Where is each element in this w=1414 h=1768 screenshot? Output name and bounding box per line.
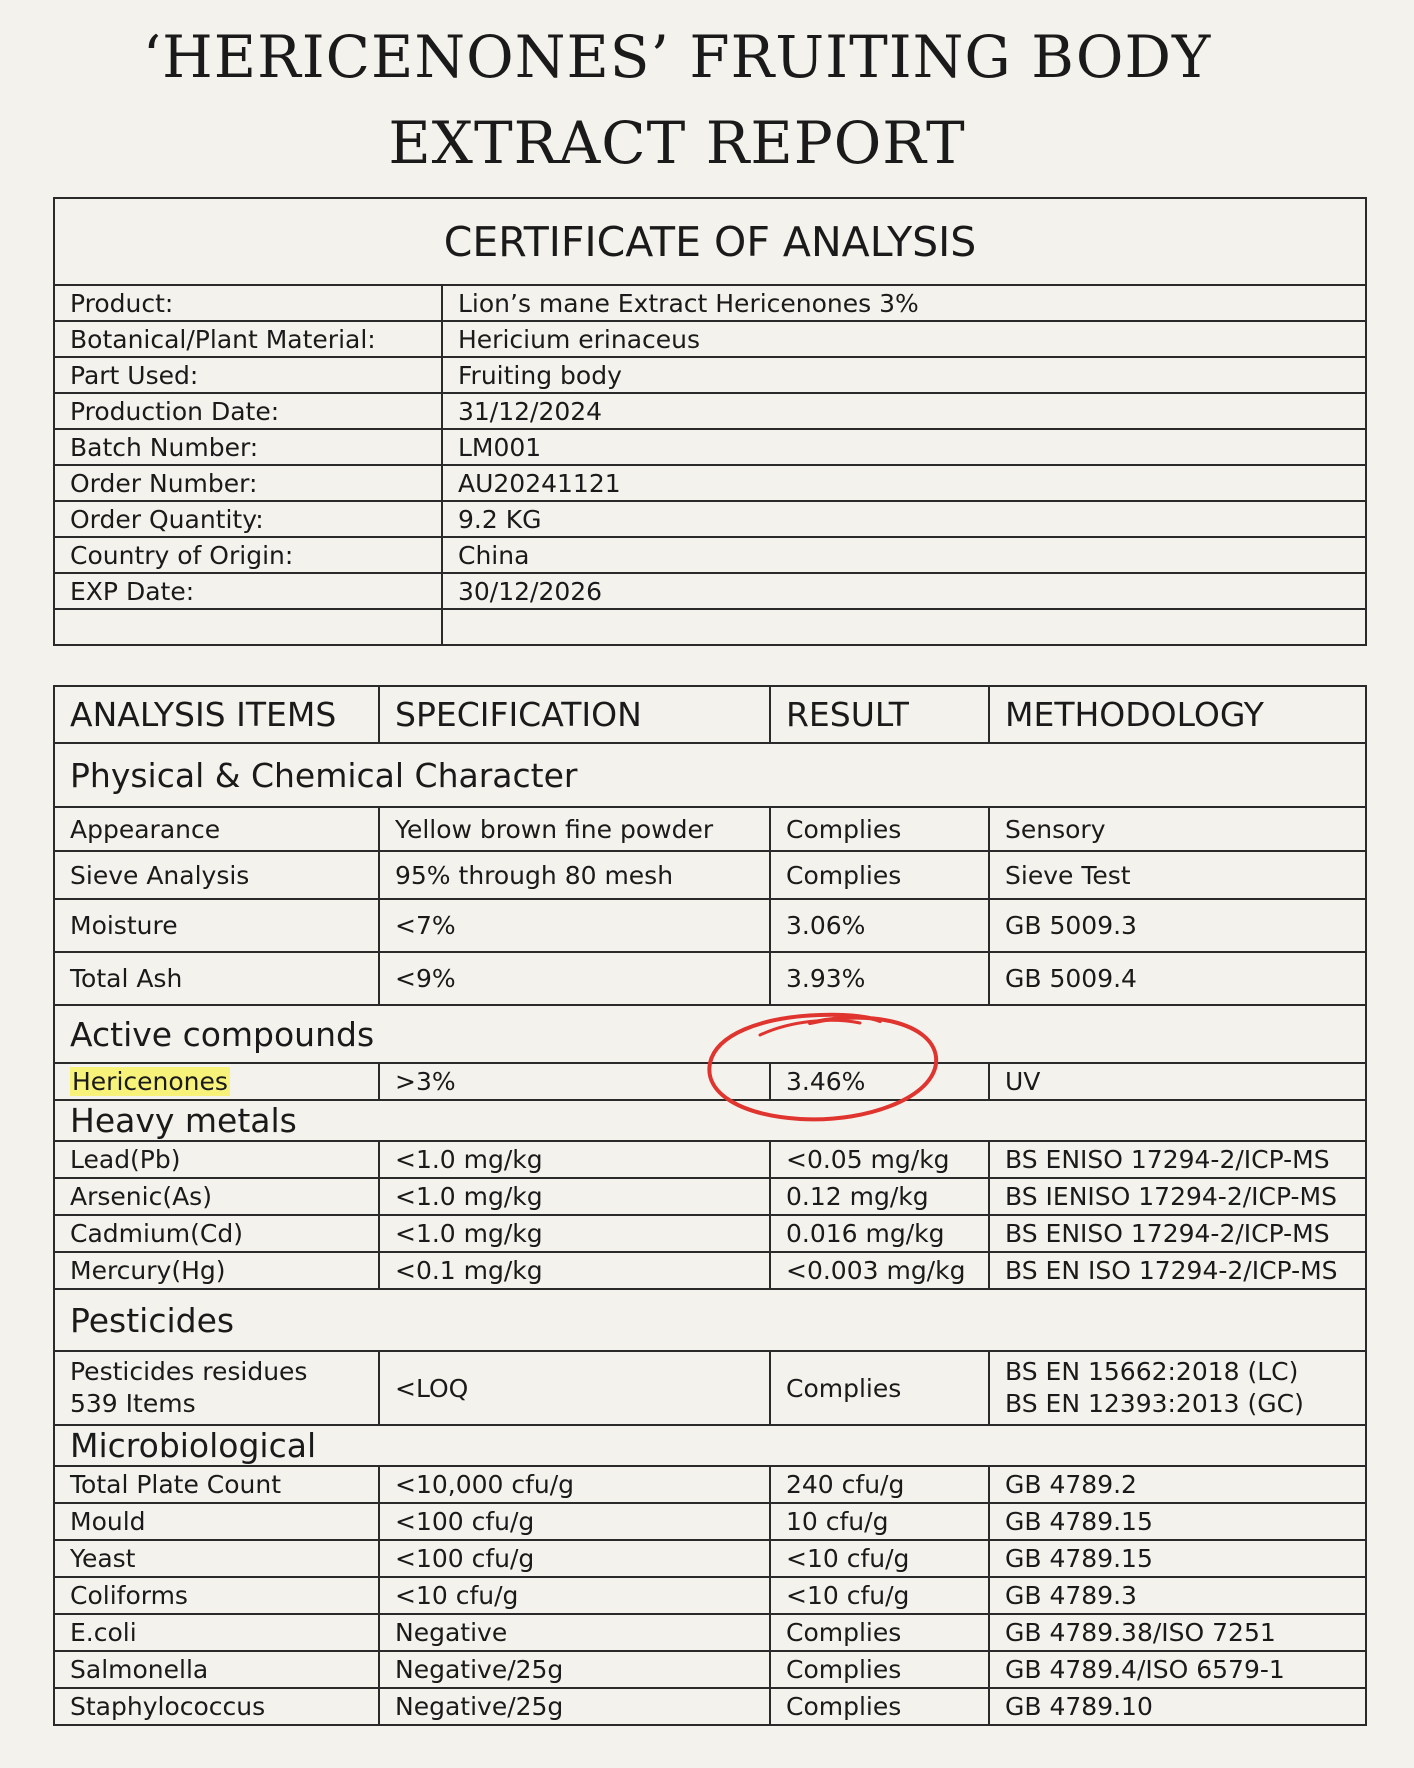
result-cell: 10 cfu/g: [770, 1503, 989, 1540]
item-cell: Coliforms: [54, 1577, 379, 1614]
section-title-microbiological: Microbiological: [54, 1425, 1366, 1466]
table-row: [54, 1215, 1366, 1252]
result-cell: 3.06%: [770, 899, 989, 952]
certificate-table: [53, 197, 1367, 646]
certificate-row: [54, 321, 1366, 357]
item-cell: Mould: [54, 1503, 379, 1540]
cert-label: Order Number:: [54, 465, 442, 501]
section-row-heavy-metals: [54, 1100, 1366, 1141]
item-cell: Mercury(Hg): [54, 1252, 379, 1289]
certificate-row: [54, 537, 1366, 573]
spec-cell: <9%: [379, 952, 770, 1005]
spec-cell: >3%: [379, 1063, 770, 1100]
method-cell: UV: [989, 1063, 1366, 1100]
item-cell: Appearance: [54, 807, 379, 851]
cert-value: China: [442, 537, 1366, 573]
report-title-line2: EXTRACT REPORT: [388, 109, 966, 177]
spec-cell: <7%: [379, 899, 770, 952]
pesticides-method-line1: BS EN 15662:2018 (LC): [1005, 1357, 1299, 1386]
certificate-row: [54, 429, 1366, 465]
spec-cell: <100 cfu/g: [379, 1503, 770, 1540]
method-cell: Sieve Test: [989, 851, 1366, 899]
cert-value: LM001: [442, 429, 1366, 465]
result-cell: 240 cfu/g: [770, 1466, 989, 1503]
certificate-row: [54, 285, 1366, 321]
spec-cell: <0.1 mg/kg: [379, 1252, 770, 1289]
table-row: [54, 952, 1366, 1005]
certificate-heading: CERTIFICATE OF ANALYSIS: [54, 198, 1366, 285]
result-cell: <10 cfu/g: [770, 1577, 989, 1614]
method-cell: Sensory: [989, 807, 1366, 851]
table-row: [54, 1141, 1366, 1178]
method-cell: BS EN ISO 17294-2/ICP-MS: [989, 1252, 1366, 1289]
certificate-row: [54, 393, 1366, 429]
method-cell: GB 5009.4: [989, 952, 1366, 1005]
method-cell: GB 4789.10: [989, 1688, 1366, 1725]
result-cell: <10 cfu/g: [770, 1540, 989, 1577]
cert-value: 31/12/2024: [442, 393, 1366, 429]
result-cell: <0.003 mg/kg: [770, 1252, 989, 1289]
cert-label: Botanical/Plant Material:: [54, 321, 442, 357]
result-cell: Complies: [770, 1351, 989, 1425]
cert-value: 30/12/2026: [442, 573, 1366, 609]
table-row: [54, 1351, 1366, 1425]
pesticides-item-line1: Pesticides residues: [70, 1357, 308, 1386]
method-cell: [989, 1351, 1366, 1425]
method-cell: GB 4789.38/ISO 7251: [989, 1614, 1366, 1651]
table-row: [54, 1466, 1366, 1503]
method-cell: GB 4789.15: [989, 1503, 1366, 1540]
table-row: [54, 1577, 1366, 1614]
cert-label-empty: [54, 609, 442, 645]
spec-cell: Yellow brown fine powder: [379, 807, 770, 851]
result-cell: 3.93%: [770, 952, 989, 1005]
item-cell: Arsenic(As): [54, 1178, 379, 1215]
spec-cell: 95% through 80 mesh: [379, 851, 770, 899]
certificate-row: [54, 357, 1366, 393]
spec-cell: <10 cfu/g: [379, 1577, 770, 1614]
spec-cell: <100 cfu/g: [379, 1540, 770, 1577]
cert-label: Production Date:: [54, 393, 442, 429]
certificate-row: [54, 573, 1366, 609]
table-row: [54, 899, 1366, 952]
spec-cell: Negative/25g: [379, 1688, 770, 1725]
item-cell: E.coli: [54, 1614, 379, 1651]
cert-label: Batch Number:: [54, 429, 442, 465]
section-row-pesticides: [54, 1289, 1366, 1351]
cert-label: Order Quantity:: [54, 501, 442, 537]
cert-value-empty: [442, 609, 1366, 645]
report-title: [0, 14, 1354, 186]
table-row: [54, 1651, 1366, 1688]
spec-cell: <LOQ: [379, 1351, 770, 1425]
spec-cell: <1.0 mg/kg: [379, 1215, 770, 1252]
section-row-physical: [54, 743, 1366, 807]
spec-cell: <1.0 mg/kg: [379, 1178, 770, 1215]
table-row: [54, 1252, 1366, 1289]
method-cell: GB 4789.3: [989, 1577, 1366, 1614]
table-row: [54, 1063, 1366, 1100]
certificate-row: [54, 465, 1366, 501]
section-title-heavy-metals: Heavy metals: [54, 1100, 1366, 1141]
spec-cell: <1.0 mg/kg: [379, 1141, 770, 1178]
certificate-row-empty: [54, 609, 1366, 645]
result-cell: <0.05 mg/kg: [770, 1141, 989, 1178]
cert-value: Lion’s mane Extract Hericenones 3%: [442, 285, 1366, 321]
table-row: [54, 1178, 1366, 1215]
pesticides-item-line2: 539 Items: [70, 1389, 196, 1418]
item-cell: Lead(Pb): [54, 1141, 379, 1178]
method-cell: GB 4789.15: [989, 1540, 1366, 1577]
spec-cell: Negative: [379, 1614, 770, 1651]
item-cell: Cadmium(Cd): [54, 1215, 379, 1252]
cert-value: AU20241121: [442, 465, 1366, 501]
certificate-row: [54, 501, 1366, 537]
report-title-line1: ‘HERICENONES’ FRUITING BODY: [142, 23, 1212, 91]
pesticides-method-line2: BS EN 12393:2013 (GC): [1005, 1389, 1304, 1418]
cert-label: Product:: [54, 285, 442, 321]
result-cell: 0.016 mg/kg: [770, 1215, 989, 1252]
column-header-specification: SPECIFICATION: [379, 686, 770, 743]
item-cell: Staphylococcus: [54, 1688, 379, 1725]
method-cell: GB 4789.2: [989, 1466, 1366, 1503]
cert-label: Part Used:: [54, 357, 442, 393]
method-cell: BS IENISO 17294-2/ICP-MS: [989, 1178, 1366, 1215]
method-cell: BS ENISO 17294-2/ICP-MS: [989, 1215, 1366, 1252]
highlighted-item: Hericenones: [72, 1067, 228, 1096]
item-cell: Yeast: [54, 1540, 379, 1577]
item-cell: [54, 1063, 379, 1100]
certificate-heading-row: [54, 198, 1366, 285]
cert-label: Country of Origin:: [54, 537, 442, 573]
item-cell: Moisture: [54, 899, 379, 952]
method-cell: GB 4789.4/ISO 6579-1: [989, 1651, 1366, 1688]
column-header-methodology: METHODOLOGY: [989, 686, 1366, 743]
item-cell: Total Plate Count: [54, 1466, 379, 1503]
column-header-result: RESULT: [770, 686, 989, 743]
table-row: [54, 1503, 1366, 1540]
analysis-header-row: [54, 686, 1366, 743]
table-row: [54, 851, 1366, 899]
analysis-table: [53, 685, 1367, 1726]
result-cell: 3.46%: [770, 1063, 989, 1100]
cert-value: Fruiting body: [442, 357, 1366, 393]
method-cell: GB 5009.3: [989, 899, 1366, 952]
section-title-physical: Physical & Chemical Character: [54, 743, 1366, 807]
table-row: [54, 807, 1366, 851]
method-cell: BS ENISO 17294-2/ICP-MS: [989, 1141, 1366, 1178]
result-cell: 0.12 mg/kg: [770, 1178, 989, 1215]
result-cell: Complies: [770, 1614, 989, 1651]
item-cell: Total Ash: [54, 952, 379, 1005]
spec-cell: Negative/25g: [379, 1651, 770, 1688]
spec-cell: <10,000 cfu/g: [379, 1466, 770, 1503]
cert-value: 9.2 KG: [442, 501, 1366, 537]
cert-label: EXP Date:: [54, 573, 442, 609]
section-row-active: [54, 1005, 1366, 1063]
item-cell: Sieve Analysis: [54, 851, 379, 899]
section-title-pesticides: Pesticides: [54, 1289, 1366, 1351]
section-row-microbiological: [54, 1425, 1366, 1466]
table-row: [54, 1614, 1366, 1651]
column-header-items: ANALYSIS ITEMS: [54, 686, 379, 743]
table-row: [54, 1688, 1366, 1725]
item-cell: [54, 1351, 379, 1425]
section-title-active: Active compounds: [54, 1005, 1366, 1063]
item-cell: Salmonella: [54, 1651, 379, 1688]
result-cell: Complies: [770, 1688, 989, 1725]
result-cell: Complies: [770, 1651, 989, 1688]
table-row: [54, 1540, 1366, 1577]
result-cell: Complies: [770, 851, 989, 899]
cert-value: Hericium erinaceus: [442, 321, 1366, 357]
result-cell: Complies: [770, 807, 989, 851]
